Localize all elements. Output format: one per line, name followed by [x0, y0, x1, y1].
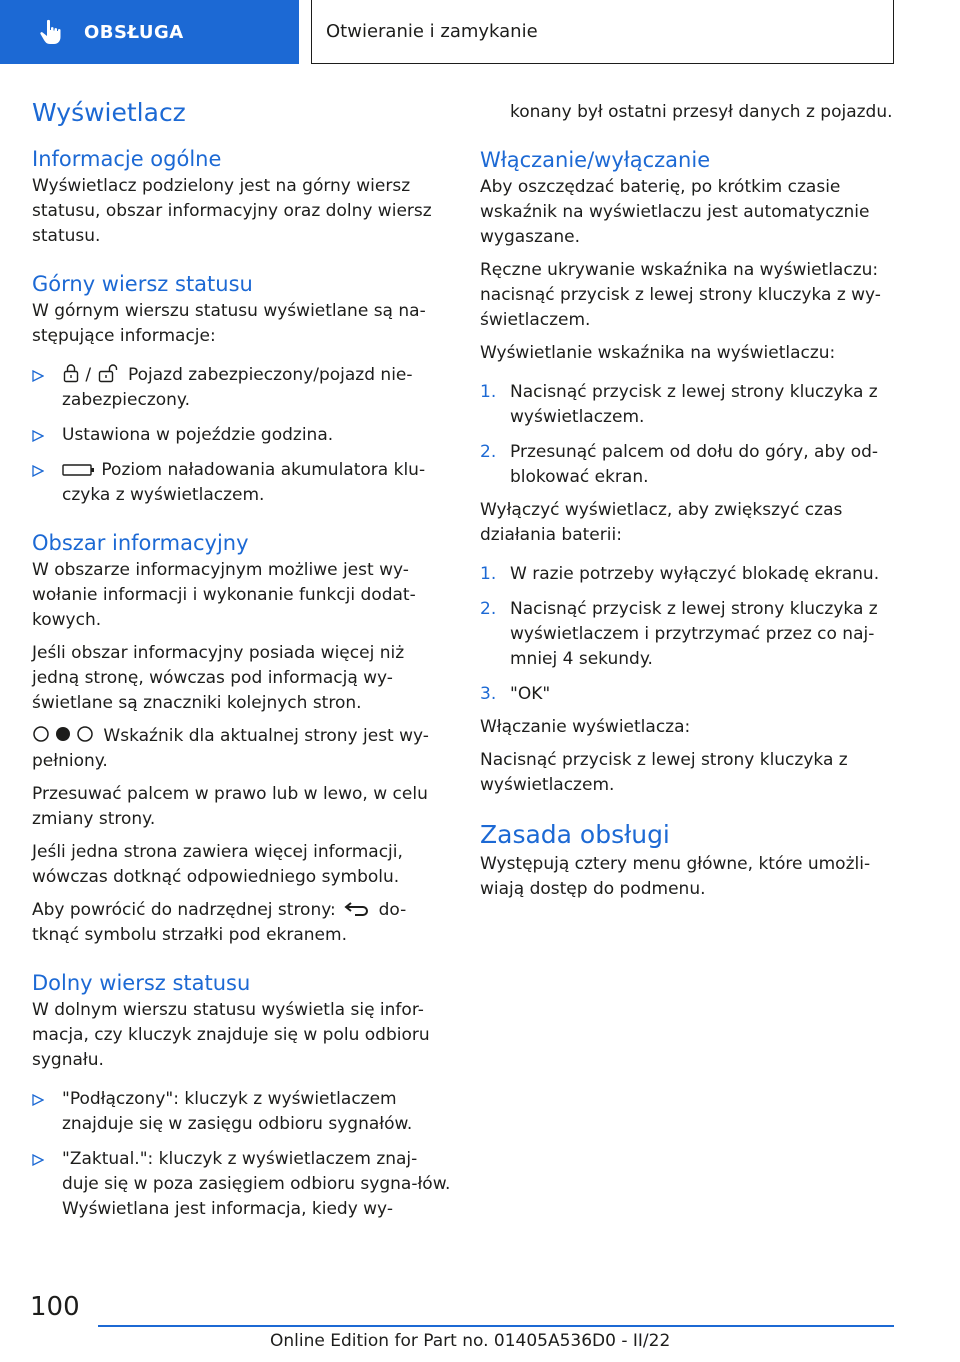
list-item [32, 363, 452, 413]
lock-status-text: Pojazd zabezpieczony/pojazd nie-zabezpieczony. [62, 365, 413, 410]
lock-open-icon [97, 363, 123, 383]
list-text: W razie potrzeby wyłączyć blokadę ekranu. [510, 564, 880, 584]
current-page-indicator-text: Wskaźnik dla aktualnej strony jest wy-pełniony. [32, 726, 429, 771]
heading-top-status-row: Górny wiersz statusu [32, 272, 253, 296]
paragraph-continued: konany był ostatni przesył danych z pojazdu. [510, 102, 893, 122]
heading-operating-principle: Zasada obsługi [480, 820, 670, 849]
paragraph-top-status-row: W górnym wierszu statusu wyświetlane są na-stępujące informacje: [32, 301, 426, 346]
lock-separator: / [85, 365, 92, 385]
list-item [32, 1147, 452, 1222]
right-column [480, 100, 900, 902]
bullet-triangle-icon [32, 465, 44, 477]
edition-info: Online Edition for Part no. 01405A536D0 - II/22 [270, 1331, 671, 1351]
list-number: 2. [480, 599, 497, 619]
list-item [480, 597, 900, 672]
battery-icon [62, 462, 96, 478]
list-item [32, 458, 452, 508]
heading-on-off: Włączanie/wyłączanie [480, 148, 711, 172]
list-item [480, 682, 900, 707]
connected-text: "Podłączony": kluczyk z wyświetlaczem znajduje się w zasięgu odbioru sygnałów. [62, 1089, 413, 1134]
paragraph-info-5: Jeśli jedna strona zawiera więcej informacji, wówczas dotknąć odpowiedniego symbolu. [32, 842, 403, 887]
section-tab-label: OBSŁUGA [84, 21, 184, 43]
paragraph-on-off-6: Nacisnąć przycisk z lewej strony kluczyka z wyświetlaczem. [480, 750, 848, 795]
heading-bottom-status-row: Dolny wiersz statusu [32, 971, 251, 995]
left-column [32, 96, 452, 1222]
paragraph-bottom-status-row: W dolnym wierszu statusu wyświetla się infor-macja, czy kluczyk znajduje się w polu odbioru sygnału. [32, 1000, 430, 1070]
bullet-triangle-icon [32, 1094, 44, 1106]
heading-general-info: Informacje ogólne [32, 147, 222, 171]
back-instruction-start: Aby powrócić do nadrzędnej strony: [32, 900, 336, 920]
hand-pointer-icon [36, 17, 66, 47]
list-text: Przesunąć palcem od dołu do góry, aby od-blokować ekran. [510, 442, 879, 487]
chapter-title-box [311, 0, 894, 64]
heading-display: Wyświetlacz [32, 98, 186, 127]
list-number: 2. [480, 442, 497, 462]
page-dots-icon [32, 724, 98, 744]
section-tab [0, 0, 299, 64]
paragraph-on-off-5: Włączanie wyświetlacza: [480, 717, 691, 737]
page-number: 100 [30, 1292, 80, 1322]
list-text: Nacisnąć przycisk z lewej strony kluczyka z wyświetlaczem. [510, 382, 878, 427]
paragraph-on-off-2: Ręczne ukrywanie wskaźnika na wyświetlaczu: nacisnąć przycisk z lewej strony kluczyka z wy-świetlaczem. [480, 260, 881, 330]
paragraph-info-4: Przesuwać palcem w prawo lub w lewo, w celu zmiany strony. [32, 784, 428, 829]
paragraph-info-1: W obszarze informacyjnym możliwe jest wy-wołanie informacji i wykonanie funkcji dodat-kowych. [32, 560, 416, 630]
list-item [32, 423, 452, 448]
list-item [480, 562, 900, 587]
lock-closed-icon [62, 363, 80, 383]
paragraph-info-6 [32, 898, 452, 948]
battery-text: Poziom naładowania akumulatora klu-czyka z wyświetlaczem. [62, 460, 426, 505]
footer-divider [98, 1325, 894, 1327]
list-number: 1. [480, 564, 497, 584]
paragraph-operating-principle: Występują cztery menu główne, które umożli-wiają dostęp do podmenu. [480, 854, 871, 899]
heading-info-area: Obszar informacyjny [32, 531, 249, 555]
page-header [0, 0, 960, 66]
list-number: 3. [480, 684, 497, 704]
list-item [480, 440, 900, 490]
paragraph-on-off-1: Aby oszczędzać baterię, po krótkim czasie wskaźnik na wyświetlaczu jest automatycznie wygaszane. [480, 177, 870, 247]
time-text: Ustawiona w pojeździe godzina. [62, 425, 334, 445]
paragraph-info-2: Jeśli obszar informacyjny posiada więcej niż jedną stronę, wówczas pod informacją wy-świetlane są znaczniki kolejnych stron. [32, 643, 405, 713]
updated-text: "Zaktual.": kluczyk z wyświetlaczem znaj-duje się w poza zasięgiem odbioru sygna-łów. Wyświetlana jest informacja, kiedy wy- [62, 1149, 451, 1219]
bullet-triangle-icon [32, 1154, 44, 1166]
list-text: "OK" [510, 684, 551, 704]
back-instruction-end: do-tknąć symbolu strzałki pod ekranem. [32, 900, 407, 945]
bullet-triangle-icon [32, 430, 44, 442]
paragraph-general-info: Wyświetlacz podzielony jest na górny wiersz statusu, obszar informacyjny oraz dolny wiersz statusu. [32, 176, 432, 246]
bullet-triangle-icon [32, 370, 44, 382]
list-item [32, 1087, 452, 1137]
paragraph-on-off-4: Wyłączyć wyświetlacz, aby zwiększyć czas działania baterii: [480, 500, 843, 545]
list-text: Nacisnąć przycisk z lewej strony kluczyka z wyświetlaczem i przytrzymać przez co naj-mniej 4 sekundy. [510, 599, 878, 669]
chapter-title: Otwieranie i zamykanie [326, 21, 538, 42]
paragraph-info-3 [32, 724, 452, 774]
list-item [480, 380, 900, 430]
back-arrow-icon [341, 900, 373, 918]
paragraph-on-off-3: Wyświetlanie wskaźnika na wyświetlaczu: [480, 343, 836, 363]
list-number: 1. [480, 382, 497, 402]
